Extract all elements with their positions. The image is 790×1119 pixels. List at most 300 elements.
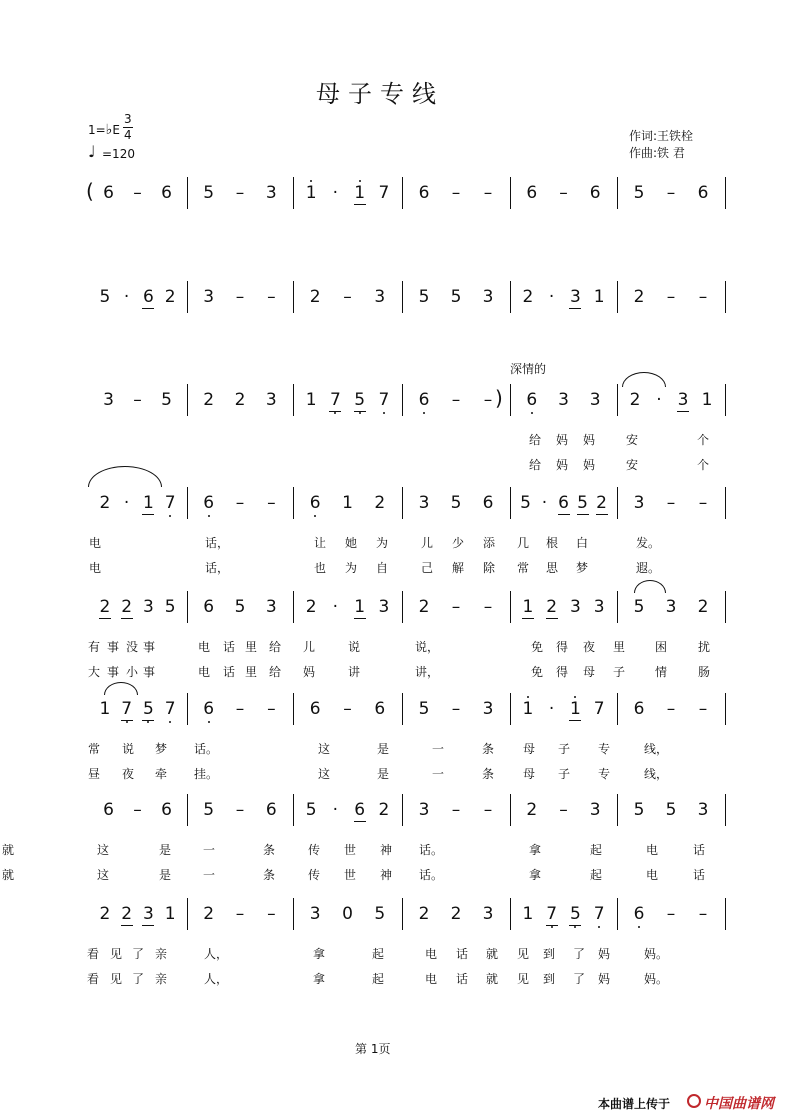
- octave-dot-up: [359, 180, 361, 182]
- bar-line: [187, 591, 188, 623]
- lyric-char: 她: [344, 536, 357, 550]
- note: 0: [342, 904, 353, 924]
- composer: 作曲:铁 君: [629, 146, 685, 160]
- bar-line: [402, 177, 403, 209]
- lyric-char: 电: [197, 665, 210, 679]
- bar-line: [617, 794, 618, 826]
- lyric-char: 世: [343, 843, 356, 857]
- lyric-char: 事: [142, 665, 155, 679]
- note: 5: [305, 800, 317, 820]
- note: 5: [520, 493, 531, 513]
- bar-line: [187, 177, 188, 209]
- time-bottom: 4: [124, 128, 132, 142]
- note: 3: [418, 800, 430, 820]
- lyric-char: 专: [597, 742, 610, 756]
- lyric-char: 一: [202, 843, 215, 857]
- note: 2: [546, 597, 558, 617]
- note: ·: [332, 597, 339, 617]
- note: –: [483, 390, 493, 410]
- bar-line: [293, 693, 294, 725]
- note: 2: [121, 904, 133, 924]
- note: 6: [632, 904, 646, 924]
- bar-line: [510, 693, 511, 725]
- lyricist: 作词:王铁栓: [629, 129, 694, 143]
- note: 1: [305, 390, 317, 410]
- lyric-char: 为: [375, 536, 388, 550]
- octave-dot-down: [334, 412, 336, 414]
- lyric-char: 条: [481, 767, 494, 781]
- note: 3: [482, 287, 494, 307]
- lyric-char: 就: [485, 947, 498, 961]
- note: 2: [99, 904, 111, 924]
- note: –: [267, 287, 276, 307]
- note: 6: [482, 493, 494, 513]
- note: 1: [99, 699, 111, 719]
- note: 3: [265, 183, 277, 203]
- lyric-char: 一: [202, 868, 215, 882]
- note: –: [483, 597, 493, 617]
- underline-beam: [121, 925, 133, 926]
- note: –: [666, 493, 676, 513]
- note: –: [698, 904, 708, 924]
- note: 2: [234, 390, 246, 410]
- lyric-char: 这: [96, 843, 109, 857]
- lyric-char: 白: [575, 536, 588, 550]
- lyric-char: 子: [557, 767, 570, 781]
- lyric-char: 夜: [582, 640, 595, 654]
- lyric-char: 说: [347, 640, 360, 654]
- note: –: [451, 800, 461, 820]
- lyric-char: 看: [86, 947, 99, 961]
- bar-line: [725, 591, 726, 623]
- note: 1: [593, 287, 605, 307]
- note: –: [483, 183, 493, 203]
- note: 3: [697, 800, 709, 820]
- lyric-char: 线，: [644, 742, 669, 756]
- note: 1: [701, 390, 713, 410]
- note: –: [559, 800, 568, 820]
- repeat-paren-close: ): [495, 386, 503, 410]
- lyric-char: 妈。: [644, 947, 669, 961]
- note: 2: [99, 597, 111, 617]
- note: 3: [569, 597, 581, 617]
- note: 6: [697, 183, 709, 203]
- note: –: [235, 287, 245, 307]
- note: ·: [123, 287, 130, 307]
- note: –: [133, 800, 142, 820]
- bar-line: [293, 177, 294, 209]
- lyric-char: 得: [555, 640, 568, 654]
- note: ·: [548, 699, 555, 719]
- note: 3: [265, 390, 277, 410]
- lyric-char: 里: [244, 640, 257, 654]
- note: 1: [521, 699, 535, 719]
- lyric-char: 讲: [347, 665, 360, 679]
- lyric-char: 就: [1, 868, 14, 882]
- lyric-char: 话，: [205, 536, 230, 550]
- lyric-char: 妈: [555, 433, 568, 447]
- lyric-char: 话，: [205, 561, 230, 575]
- note: 6: [202, 699, 216, 719]
- underline-beam: [99, 618, 111, 619]
- note: 1: [353, 183, 367, 203]
- lyric-char: 到: [542, 947, 555, 961]
- site-logo-icon: [687, 1094, 701, 1108]
- page-number: 第 1页: [355, 1042, 391, 1056]
- bar-line: [187, 487, 188, 519]
- note: 5: [203, 183, 215, 203]
- lyric-char: 给: [268, 640, 281, 654]
- lyric-char: 己: [420, 561, 433, 575]
- bar-line: [617, 384, 618, 416]
- lyric-char: 几: [516, 536, 529, 550]
- note: 3: [142, 904, 154, 924]
- note: 5: [141, 699, 155, 719]
- lyric-char: 常: [516, 561, 529, 575]
- note: 3: [203, 287, 215, 307]
- underline-beam: [142, 925, 154, 926]
- footer-upload-text: 本曲谱上传于: [598, 1097, 671, 1111]
- octave-dot-down: [551, 926, 553, 928]
- note: 6: [161, 183, 172, 203]
- note: 5: [577, 493, 588, 513]
- lyric-char: 了: [131, 972, 144, 986]
- lyric-char: 见: [516, 947, 529, 961]
- note: 5: [203, 800, 215, 820]
- lyric-char: 条: [262, 843, 275, 857]
- underline-beam: [354, 821, 366, 822]
- note: 2: [450, 904, 462, 924]
- underline-beam: [577, 514, 589, 515]
- bar-line: [617, 487, 618, 519]
- lyric-char: 这: [317, 767, 330, 781]
- note: 2: [121, 597, 133, 617]
- lyric-char: 解: [451, 561, 464, 575]
- bar-line: [510, 898, 511, 930]
- note: –: [483, 800, 493, 820]
- bar-line: [293, 898, 294, 930]
- bar-line: [402, 487, 403, 519]
- note: 3: [593, 597, 605, 617]
- octave-dot-up: [310, 180, 312, 182]
- octave-dot-down: [126, 721, 128, 723]
- underline-beam: [121, 720, 133, 721]
- lyric-char: 电: [424, 947, 437, 961]
- lyric-char: 人，: [204, 947, 229, 961]
- lyric-char: 事: [106, 640, 119, 654]
- lyric-char: 事: [106, 665, 119, 679]
- note: 1: [142, 493, 154, 513]
- underline-beam: [121, 618, 133, 619]
- note: 3: [418, 493, 430, 513]
- note: 2: [697, 597, 709, 617]
- note: ·: [548, 287, 555, 307]
- note: 7: [328, 390, 342, 410]
- note: 3: [569, 287, 581, 307]
- lyric-char: 见: [516, 972, 529, 986]
- lyric-char: 就: [485, 972, 498, 986]
- lyric-char: 给: [268, 665, 281, 679]
- lyric-char: 得: [555, 665, 568, 679]
- bar-line: [187, 794, 188, 826]
- underline-beam: [142, 514, 154, 515]
- note: 2: [203, 904, 215, 924]
- lyric-char: 这: [96, 868, 109, 882]
- lyric-char: 夜: [121, 767, 134, 781]
- bar-line: [617, 281, 618, 313]
- note: ·: [541, 493, 548, 513]
- note: 7: [592, 904, 606, 924]
- note: 6: [203, 597, 215, 617]
- bar-line: [725, 794, 726, 826]
- note: 5: [164, 597, 176, 617]
- lyric-char: 拿: [528, 843, 541, 857]
- lyric-char: 有: [87, 640, 100, 654]
- lyric-char: 除: [482, 561, 495, 575]
- lyric-char: 免: [530, 665, 543, 679]
- lyric-char: 电: [88, 561, 101, 575]
- lyric-char: 为: [344, 561, 357, 575]
- bar-line: [617, 693, 618, 725]
- note: 6: [202, 493, 216, 513]
- time-top: 3: [124, 112, 132, 126]
- bar-line: [402, 794, 403, 826]
- octave-dot-down: [208, 515, 210, 517]
- bar-line: [187, 693, 188, 725]
- octave-dot-down: [169, 721, 171, 723]
- note: 6: [308, 493, 322, 513]
- note: 3: [589, 390, 601, 410]
- note: ·: [332, 183, 339, 203]
- note: 3: [378, 597, 390, 617]
- slur-arc: [622, 372, 666, 387]
- underline-beam: [569, 308, 581, 309]
- note: 3: [482, 699, 494, 719]
- note: 6: [558, 493, 569, 513]
- note: –: [267, 699, 276, 719]
- octave-dot-up: [574, 696, 576, 698]
- lyric-char: 母: [582, 665, 595, 679]
- note: 7: [593, 699, 605, 719]
- slur-arc: [634, 580, 666, 593]
- lyric-char: 常: [87, 742, 100, 756]
- bar-line: [510, 487, 511, 519]
- underline-beam: [142, 720, 154, 721]
- bar-line: [293, 281, 294, 313]
- lyric-char: 电: [88, 536, 101, 550]
- note: –: [451, 699, 461, 719]
- underline-beam: [546, 925, 558, 926]
- bar-line: [402, 591, 403, 623]
- lyric-char: 神: [379, 843, 392, 857]
- note: –: [343, 287, 352, 307]
- note: 2: [526, 800, 538, 820]
- note: 3: [558, 390, 569, 410]
- underline-beam: [142, 308, 154, 309]
- lyric-char: 儿: [302, 640, 315, 654]
- bar-line: [725, 281, 726, 313]
- lyric-char: 遐。: [636, 561, 661, 575]
- underline-beam: [354, 204, 366, 205]
- lyric-char: 话: [692, 843, 705, 857]
- note: 3: [482, 904, 494, 924]
- lyric-char: 安: [625, 458, 638, 472]
- underline-beam: [569, 925, 581, 926]
- underline-beam: [569, 720, 581, 721]
- key-flat: ♭: [105, 122, 113, 138]
- lyric-char: 一: [431, 742, 444, 756]
- note: 5: [353, 390, 367, 410]
- note: 2: [305, 597, 317, 617]
- lyric-char: 电: [424, 972, 437, 986]
- lyric-char: 牵: [154, 767, 167, 781]
- lyric-char: 话。: [419, 868, 444, 882]
- bar-line: [725, 384, 726, 416]
- note: 3: [309, 904, 321, 924]
- lyric-char: 线，: [644, 767, 669, 781]
- note: 2: [633, 287, 645, 307]
- note: 5: [633, 183, 645, 203]
- lyric-char: 妈: [302, 665, 315, 679]
- lyric-char: 见: [109, 972, 122, 986]
- note: –: [267, 904, 276, 924]
- bar-line: [617, 898, 618, 930]
- note: 2: [596, 493, 607, 513]
- note: –: [698, 493, 708, 513]
- lyric-char: 了: [572, 972, 585, 986]
- octave-dot-down: [208, 721, 210, 723]
- note: 3: [677, 390, 689, 410]
- lyric-char: 妈: [582, 433, 595, 447]
- lyric-char: 发。: [636, 536, 661, 550]
- lyric-char: 里: [612, 640, 625, 654]
- underline-beam: [546, 618, 558, 619]
- note: 5: [161, 390, 172, 410]
- lyric-char: 起: [371, 947, 384, 961]
- lyric-char: 个: [696, 433, 709, 447]
- lyric-char: 这: [317, 742, 330, 756]
- note: 7: [163, 493, 177, 513]
- note: 6: [526, 183, 538, 203]
- note: 5: [665, 800, 677, 820]
- bar-line: [402, 281, 403, 313]
- note: ·: [656, 390, 662, 410]
- note: 2: [99, 493, 111, 513]
- underline-beam: [677, 411, 689, 412]
- lyric-char: 了: [131, 947, 144, 961]
- lyric-char: 自: [375, 561, 388, 575]
- lyric-char: 子: [612, 665, 625, 679]
- lyric-char: 话: [692, 868, 705, 882]
- bar-line: [402, 384, 403, 416]
- note: 5: [418, 699, 430, 719]
- lyric-char: 母: [522, 742, 535, 756]
- bar-line: [617, 591, 618, 623]
- bar-line: [725, 898, 726, 930]
- lyric-char: 没: [125, 640, 138, 654]
- note: –: [267, 493, 276, 513]
- lyric-char: 专: [597, 767, 610, 781]
- bar-line: [187, 384, 188, 416]
- note: 1: [568, 699, 582, 719]
- note: 7: [377, 390, 391, 410]
- bar-line: [293, 794, 294, 826]
- note: 6: [354, 800, 366, 820]
- note: 1: [354, 597, 366, 617]
- octave-dot-down: [383, 412, 385, 414]
- note: 6: [418, 183, 430, 203]
- note: –: [235, 800, 245, 820]
- lyric-char: 拿: [312, 947, 325, 961]
- note: 2: [374, 493, 386, 513]
- bar-line: [187, 898, 188, 930]
- note: –: [235, 493, 245, 513]
- bar-line: [402, 693, 403, 725]
- lyric-char: 拿: [528, 868, 541, 882]
- lyric-char: 梦: [154, 742, 167, 756]
- note: –: [698, 699, 708, 719]
- note: 7: [163, 699, 177, 719]
- lyric-char: 昼: [87, 767, 100, 781]
- lyric-char: 话。: [419, 843, 444, 857]
- lyric-char: 也: [313, 561, 326, 575]
- note: 2: [378, 800, 390, 820]
- underline-beam: [596, 514, 608, 515]
- bar-line: [510, 591, 511, 623]
- lyric-char: 起: [371, 972, 384, 986]
- lyric-char: 妈。: [644, 972, 669, 986]
- note: 2: [309, 287, 321, 307]
- bar-line: [725, 487, 726, 519]
- octave-dot-down: [423, 412, 425, 414]
- lyric-char: 就: [1, 843, 14, 857]
- note: ·: [332, 800, 339, 820]
- note: –: [451, 183, 461, 203]
- note: 2: [418, 597, 430, 617]
- note: –: [133, 390, 142, 410]
- note: 3: [142, 597, 154, 617]
- underline-beam: [558, 514, 570, 515]
- lyric-char: 话: [455, 972, 468, 986]
- lyric-char: 话: [222, 640, 235, 654]
- note: 1: [342, 493, 353, 513]
- note: –: [698, 287, 708, 307]
- lyric-char: 话: [455, 947, 468, 961]
- lyric-char: 事: [142, 640, 155, 654]
- bar-line: [725, 177, 726, 209]
- expression-mark: 深情的: [510, 362, 547, 376]
- lyric-char: 世: [343, 868, 356, 882]
- note: 5: [374, 904, 386, 924]
- lyric-char: 思: [545, 561, 558, 575]
- note: 2: [629, 390, 641, 410]
- lyric-char: 电: [645, 868, 658, 882]
- bar-line: [725, 693, 726, 725]
- octave-dot-down: [574, 926, 576, 928]
- song-title: 母子专线: [316, 80, 444, 108]
- lyric-char: 是: [376, 767, 389, 781]
- note: 3: [665, 597, 677, 617]
- lyric-char: 是: [376, 742, 389, 756]
- lyric-char: 添: [482, 536, 495, 550]
- lyric-char: 给: [528, 458, 541, 472]
- lyric-char: 妈: [582, 458, 595, 472]
- note: –: [235, 699, 245, 719]
- lyric-char: 传: [307, 843, 320, 857]
- note: 6: [525, 390, 539, 410]
- note: 6: [633, 699, 645, 719]
- lyric-char: 亲: [154, 947, 167, 961]
